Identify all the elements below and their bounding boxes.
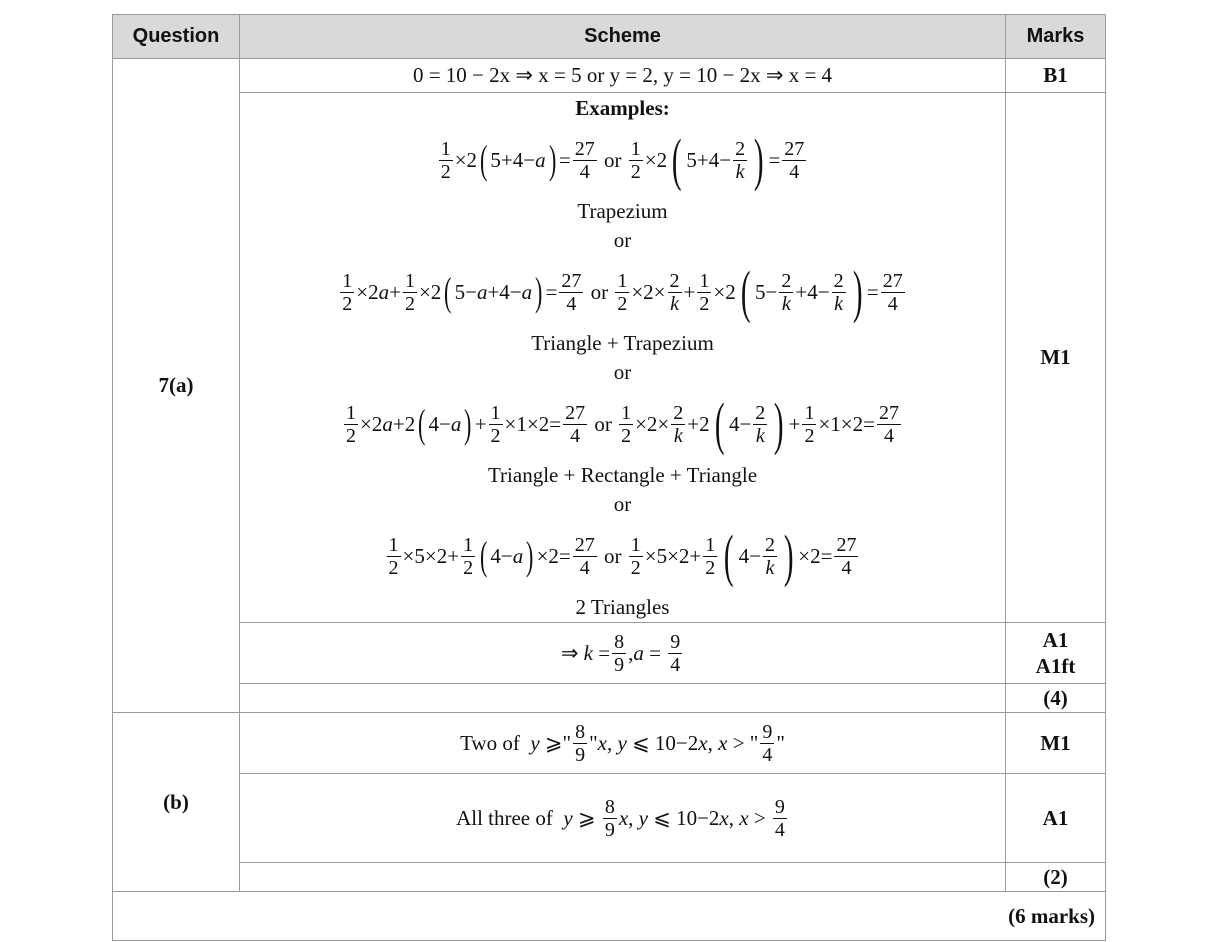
all-three-cell <box>240 774 1006 863</box>
part-b-row-1 <box>113 713 1106 774</box>
header-scheme: Scheme <box>240 15 1006 59</box>
question-label-7a: 7(a) <box>113 59 240 713</box>
triangle-rectangle-triangle-equation: 1 2 ×2 a +2 ( 4− a ) + 1 2 ×1×2= 27 4 or 1 2 ×2× 2 k +2 ( 4− 2 k ) + 1 2 ×1×2= 27 4 <box>346 390 899 456</box>
triangle-trapezium-equation: 1 2 ×2 a + 1 2 ×2 ( 5− a +4− a ) = 27 4 or 1 2 ×2× 2 k + 1 2 ×2 ( 5− 2 k +4− 2 k ) = 27 4 <box>342 258 903 324</box>
mark-b1: B1 <box>1006 59 1106 93</box>
header-marks: Marks <box>1006 15 1106 59</box>
mark-scheme-table <box>112 14 1106 941</box>
mark-a1-a1ft <box>1006 623 1106 684</box>
mark-a1-b: A1 <box>1006 774 1106 863</box>
mark-a1ft: A1ft <box>1035 654 1076 678</box>
part-a-subtotal-row <box>113 684 1106 713</box>
part-a-row-1 <box>113 59 1106 93</box>
result-cell <box>240 623 1006 684</box>
or-label-3: or <box>613 492 632 516</box>
mark-m1-a: M1 <box>1006 93 1106 623</box>
part-a-row-examples <box>113 93 1106 623</box>
part-a-row-result <box>113 623 1106 684</box>
k-a-values: ⇒ k = 8 9 , a = 9 4 <box>560 630 681 676</box>
part-b-subtotal: (2) <box>1006 863 1106 892</box>
two-triangles-label: 2 Triangles <box>575 595 670 619</box>
or-word: or <box>604 147 622 172</box>
header-question: Question <box>113 15 240 59</box>
two-of-inequalities: Two of y ⩾" 8 9 " x , y ⩽ 10−2 x , x > " 9 4 " <box>460 720 785 766</box>
mark-a1: A1 <box>1042 628 1069 652</box>
triangle-trapezium-label: Triangle + Trapezium <box>531 331 714 355</box>
triangle-rectangle-triangle-label: Triangle + Rectangle + Triangle <box>487 463 758 487</box>
all-three-inequalities: All three of y ⩾ 8 9 x , y ⩽ 10−2 x , x > 9 4 <box>456 795 785 841</box>
part-a-subtotal: (4) <box>1006 684 1106 713</box>
mark-m1-b: M1 <box>1006 713 1106 774</box>
two-triangles-equation: 1 2 ×5×2+ 1 2 ( 4− a ) ×2= 27 4 or 1 2 ×5×2+ 1 2 ( 4− 2 k ) ×2= 27 4 <box>388 522 857 588</box>
question-label-b: (b) <box>113 713 240 892</box>
two-of-cell <box>240 713 1006 774</box>
intercepts-equation: 0 = 10 − 2x ⇒ x = 5 or y = 2, y = 10 − 2x ⇒ x = 4 <box>412 63 833 87</box>
total-row <box>113 892 1106 941</box>
examples-cell <box>240 93 1006 623</box>
total-marks: (6 marks) <box>113 892 1106 941</box>
header-row <box>113 15 1106 59</box>
part-b-subtotal-row <box>113 863 1106 892</box>
or-label-1: or <box>613 228 632 252</box>
part-b-row-2 <box>113 774 1106 863</box>
trapezium-label: Trapezium <box>577 199 668 223</box>
examples-title: Examples: <box>575 95 670 120</box>
scheme-line-1 <box>240 59 1006 93</box>
or-label-2: or <box>613 360 632 384</box>
trapezium-equation: 1 2 ×2 ( 5+4− a ) = 27 4 or 1 2 ×2 ( 5+4− 2 k ) = 27 4 <box>440 126 805 192</box>
